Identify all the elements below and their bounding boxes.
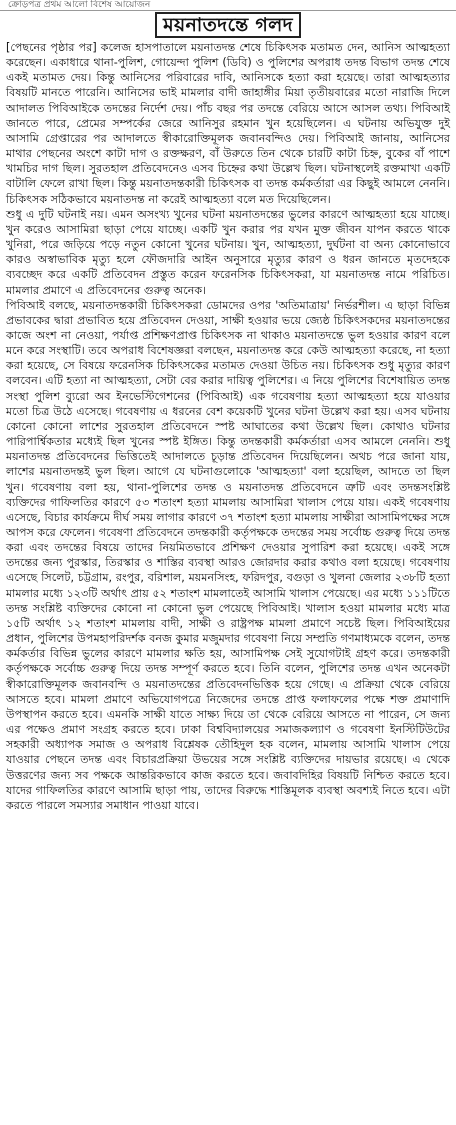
article-body: [6, 40, 450, 813]
article-paragraph: শুধু এ দুটি ঘটনাই নয়। এমন অসংখ্য খুনের ঘটনা ময়নাতদন্তের ভুলের কারণে আত্মহত্যা হয়ে যাচ্ছে। খুন করেও আসামিরা ছাড়া পেয়ে যাচ্ছে। একটি খুন করার পর যখন মুক্ত জীবন যাপন করতে থাকে খুনিরা, পরে জড়িয়ে পড়ে নতুন কোনো খুনের ঘটনায়। খুন, আত্মহত্যা, দুর্ঘটনা বা অন্য কোনোভাবে কারও অস্বাভাবিক মৃত্যু হলে ফৌজদারি আইন অনুসারে মৃত্যুর কারণ ও ধরন জানতে মৃতদেহকে ব্যবচ্ছেদ করে একটি প্রতিবেদন প্রস্তুত করেন ফরেনসিক চিকিৎসকরা, যা ময়নাতদন্ত নামে পরিচিত। মামলার প্রমাণে এ প্রতিবেদনের গুরুত্ব অনেক।: [6, 207, 450, 297]
article-headline: [6, 12, 450, 38]
article-paragraph: [পেছনের পৃষ্ঠার পর] কলেজ হাসপাতালে ময়নাতদন্ত শেষে চিকিৎসক মতামত দেন, আনিস আত্মহত্যা করেছেন। একাধারে থানা-পুলিশ, গোয়েন্দা পুলিশ (ডিবি) ও পুলিশের অপরাধ তদন্ত বিভাগ তদন্ত শেষে একই মতামত দেয়। কিন্তু আনিসের পরিবারের দাবি, আনিসকে হত্যা করা হয়েছে। তারা আত্মহত্যার বিষয়টি মানতে পারেনি। আনিসের ভাই মামলার বাদী জাহাঙ্গীর মিয়া তৃতীয়বারের মতো নারাজি দিলে আদালত পিবিআইকে তদন্তের নির্দেশ দেয়। পাঁচ বছর পর তদন্তে বেরিয়ে আসে আসল তথ্য। পিবিআই জানতে পারে, প্রেমের সম্পর্কের জেরে আনিসুর রহমান খুন হয়েছিলেন। এ ঘটনায় অভিযুক্ত দুই আসামি গ্রেপ্তারের পর আদালতে স্বীকারোক্তিমূলক জবানবন্দিও দেয়। পিবিআই জানায়, আনিসের মাথার পেছনের অংশে কাটা দাগ ও রক্তক্ষরণ, বাঁ উরুতে তিন থেকে চারটি কাটা চিহ্ন, বুকের বাঁ পাশে খামচির দাগ ছিল। সুরতহাল প্রতিবেদনেও এসব চিহ্নের কথা উল্লেখ ছিল। ঘটনাস্থলেই রক্তমাখা একটি বাটালি ফেলে রাখা ছিল। কিন্তু ময়নাতদন্তকারী চিকিৎসক বা তদন্ত কর্মকর্তারা এর কিছুই আমলে নেননি। চিকিৎসক সঠিকভাবে ময়নাতদন্ত না করেই আত্মহত্যা বলে মত দিয়েছিলেন।: [6, 41, 450, 206]
headline-text: ময়নাতদন্তে গলদ: [155, 12, 301, 38]
top-strip: ক্রোড়পত্র প্রথম আলো বিশেষ আয়োজন: [0, 0, 456, 11]
article-paragraph: পিবিআই বলছে, ময়নাতদন্তকারী চিকিৎসকরা ডোমদের ওপর 'অতিমাত্রায়' নির্ভরশীল। এ ছাড়া বিভিন্ন প্রভাবকের দ্বারা প্রভাবিত হয়ে প্রতিবেদন দেওয়া, সাক্ষী হওয়ার ভয়ে জ্যেষ্ঠ চিকিৎসকদের ময়নাতদন্তের কাজে অংশ না নেওয়া, পর্যাপ্ত প্রশিক্ষণপ্রাপ্ত চিকিৎসক না থাকাও ময়নাতদন্তে ভুল হওয়ার কারণ বলে মনে করে সংস্থাটি। তবে অপরাধ বিশেষজ্ঞরা বলছেন, ময়নাতদন্ত করে কেউ আত্মহত্যা করেছে, না হত্যা করা হয়েছে, সে বিষয়ে ফরেনসিক চিকিৎসকের মতামত দেওয়া উচিত নয়। চিকিৎসক শুধু মৃত্যুর কারণ বলবেন। এটি হত্যা না আত্মহত্যা, সেটা বের করার দায়িত্ব পুলিশের। এ নিয়ে পুলিশের বিশেষায়িত তদন্ত সংস্থা পুলিশ ব্যুরো অব ইনভেস্টিগেশনের (পিবিআই) এক গবেষণায় হত্যা আত্মহত্যা হয়ে যাওয়ার মতো চিত্র উঠে এসেছে। গবেষণায় এ ধরনের বেশ কয়েকটি খুনের ঘটনা উল্লেখ করা হয়। এসব ঘটনায় কোনো কোনো লাশের সুরতহাল প্রতিবেদনে স্পষ্ট আঘাতের কথা উল্লেখ ছিল। কোথাও ঘটনার পারিপার্শ্বিকতার মধ্যেই ছিল খুনের স্পষ্ট ইঙ্গিত। কিন্তু তদন্তকারী কর্মকর্তারা এসব আমলে নেননি। শুধু ময়নাতদন্ত প্রতিবেদনের ভিত্তিতেই আদালতে চূড়ান্ত প্রতিবেদন দিয়েছিলেন। অথচ পরে জানা যায়, লাশের ময়নাতদন্তই ভুল ছিল। আগে যে ঘটনাগুলোকে 'আত্মহত্যা' বলা হয়েছিল, আদতে তা ছিল খুন। গবেষণায় বলা হয়, থানা-পুলিশের তদন্ত ও ময়নাতদন্ত প্রতিবেদনে ত্রুটি এবং তদন্তসংশ্লিষ্ট ব্যক্তিদের গাফিলতির কারণে ৫৩ শতাংশ হত্যা মামলায় আসামিরা খালাস পেয়ে যায়। একই গবেষণায় এসেছে, বিচার কার্যক্রমে দীর্ঘ সময় লাগার কারণে ৩৭ শতাংশ হত্যা মামলায় সাক্ষীরা আসামিপক্ষের সঙ্গে আপস করে ফেলেন। গবেষণা প্রতিবেদনে তদন্তকারী কর্তৃপক্ষকে তদন্তের সময় সর্বোচ্চ গুরুত্ব দিয়ে তদন্ত করা এবং তদন্তের বিষয়ে তাদের নিয়মিতভাবে প্রশিক্ষণ দেওয়ার সুপারিশ করা হয়েছে। একই সঙ্গে তদন্তের জন্য পুরস্কার, তিরস্কার ও শাস্তির ব্যবস্থা আরও জোরদার করার কথাও বলা হয়েছে। গবেষণায় এসেছে সিলেট, চট্টগ্রাম, রংপুর, বরিশাল, ময়মনসিংহ, ফরিদপুর, বগুড়া ও খুলনা জেলার ২৩৮টি হত্যা মামলার মধ্যে ১২৩টি অর্থাৎ প্রায় ৫২ শতাংশ মামলাতেই আসামি খালাস পেয়েছে। এর মধ্যে ১১১টিতে তদন্ত সংশ্লিষ্ট ব্যক্তিদের কোনো না কোনো ভুল পেয়েছে পিবিআই। খালাস হওয়া মামলার মধ্যে মাত্র ১৫টি অর্থাৎ ১২ শতাংশ মামলায় বাদী, সাক্ষী ও রাষ্ট্রপক্ষ মামলা প্রমাণে সচেষ্ট ছিল। পিবিআইয়ের প্রধান, পুলিশের উপমহাপরিদর্শক বনজ কুমার মজুমদার গবেষণা নিয়ে সম্প্রতি গণমাধ্যমকে বলেন, তদন্ত কর্মকর্তার বিভিন্ন ভুলের কারণে মামলার ক্ষতি হয়, আসামিপক্ষ সেই সুযোগটাই গ্রহণ করে। তদন্তকারী কর্তৃপক্ষকে সর্বোচ্চ গুরুত্ব দিয়ে তদন্ত সম্পূর্ণ করতে হবে। তিনি বলেন, পুলিশের তদন্ত এখন অনেকটা স্বীকারোক্তিমূলক জবানবন্দি ও ময়নাতদন্তের প্রতিবেদনভিত্তিক হয়ে গেছে। এ প্রক্রিয়া থেকে বেরিয়ে আসতে হবে। মামলা প্রমাণে অভিযোগপত্রে নিজেদের তদন্তে প্রাপ্ত ফলাফলের পক্ষে শক্ত প্রমাণাদি উপস্থাপন করতে হবে। এমনকি সাক্ষী যাতে সাক্ষ্য দিয়ে তা থেকে বেরিয়ে আসতে না পারেন, সে জন্য এর পক্ষেও প্রমাণ সংগ্রহ করতে হবে। ঢাকা বিশ্ববিদ্যালয়ের সমাজকল্যাণ ও গবেষণা ইনস্টিটিউটের সহকারী অধ্যাপক সমাজ ও অপরাধ বিশ্লেষক তৌহিদুল হক বলেন, মামলায় আসামি খালাস পেয়ে যাওয়ার পেছনে তদন্ত এবং বিচারপ্রক্রিয়া উভয়ের সঙ্গে সংশ্লিষ্ট ব্যক্তিদের দায়ভার রয়েছে। এ থেকে উত্তরণের জন্য সব পক্ষকে আন্তরিকভাবে কাজ করতে হবে। জবাবদিহির বিষয়টি নিশ্চিত করতে হবে। যাদের গাফিলতির কারণে আসামি ছাড়া পায়, তাদের বিরুদ্ধে শাস্তিমূলক ব্যবস্থা অবশ্যই নিতে হবে। এটা করতে পারলে সমস্যার সমাধান পাওয়া যাবে।: [6, 298, 450, 812]
